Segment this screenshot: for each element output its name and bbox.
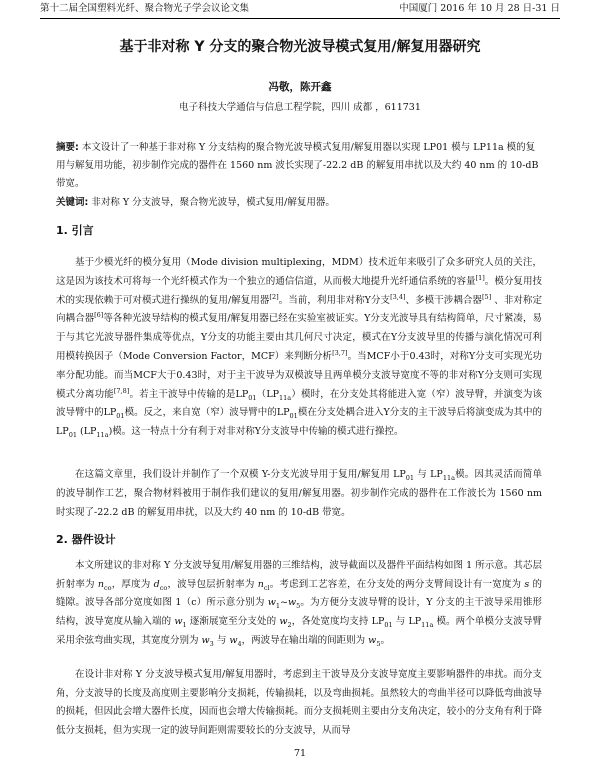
running-header <box>40 2 560 19</box>
section-heading-introduction: 1. 引言 <box>56 224 94 237</box>
page-number: 71 <box>293 748 307 759</box>
design-paragraph-2: 在设计非对称 Y 分支波导模式复用/解复用器时，考虑到主干波导及分支波导宽度主要影响器件的串扰。而分支角，分支波导的长度及高度则主要影响分支损耗，传输损耗，以及弯曲损耗。虽然较大的弯曲半径可以降低弯曲波导的损耗，但因此会增大器件长度，因而也会增大传输损耗。而分支损耗则主要由分支角决定，较小的分支角有利于降低分支损耗，但为实现一定的波导间距则需要较长的分支波导，从而导 <box>56 669 542 737</box>
section-heading-device-design: 2. 器件设计 <box>56 533 116 546</box>
intro-paragraph-2: 在这篇文章里，我们设计并制作了一个双模 Y-分支光波导用于复用/解复用 $LP_{01}$ 与 $LP_{11a}$模。因其灵活而简单的波导制作工艺，聚合物材料被用于制作我们建议的复用/解复用器。初步制作完成的器件在工作波长为 1560 nm 时实现了-22.2 dB 的解复用串扰，以及大约 40 nm 的 10-dB 带宽。 <box>56 469 542 518</box>
header-location-date: 中国厦门 2016 年 10 月 28 日-31 日 <box>399 3 560 14</box>
keywords-label: 关键词: <box>56 197 89 208</box>
intro-paragraph-1: 基于少模光纤的模分复用（Mode division multiplexing，MDM）技术近年来吸引了众多研究人员的关注，这是因为该技术可将每一个光纤模式作为一个独立的通信信道，从而极大地提升光纤通信系统的容量[1]。模分复用技术的实现依赖于可对模式进行操纵的复用/解复用器[2]。当前，利用非对称Y分支[3,4]、多模干涉耦合器[5] 、非对称定向耦合器[6]等各种光波导结构的模式复用/解复用器已经在实验室被证实。Y分支光波导具有结构简单，尺寸紧凑，易于与其它光波导器件集成等优点，Y分支的功能主要由其几何尺寸决定，模式在Y分支波导里的传播与演化情况可利用模转换因子（Mode Conversion Factor，MCF）来判断分析[3,7]。当MCF小于0.43时，对称Y分支可实现光功率分配功能。而当MCF大于0.43时，对于主干波导为双模波导且两单模分支波导宽度不等的非对称Y分支则可实现模式分离功能[7,8]。若主干波导中传输的是$LP_{01}(LP_{11a})$模时，在分支处其将能进入宽（窄）波导臂，并演变为该波导臂中的$LP_{01}$模。反之，来自宽（窄）波导臂中的$LP_{01}$模在分支处耦合进入Y分支的主干波导后将演变成为其中的$LP_{01}$ $(LP_{11a})$模。这一特点十分有利于对非对称Y分支波导中传输的模式进行操控。 <box>56 257 542 440</box>
header-proceedings: 第十二届全国塑料光纤、聚合物光子学会议论文集 <box>40 3 250 14</box>
paper-title: 基于非对称 Y 分支的聚合物光波导模式复用/解复用器研究 <box>119 39 481 55</box>
paper-affiliation: 电子科技大学通信与信息工程学院，四川 成都 ，611731 <box>179 102 421 113</box>
abstract <box>56 139 542 193</box>
keywords-text: 非对称 Y 分支波导，聚合物光波导，模式复用/解复用器。 <box>88 197 335 208</box>
abstract-text: 本文设计了一种基于非对称 Y 分支结构的聚合物光波导模式复用/解复用器以实现 LP01 模与 LP11a 模的复用与解复用功能，初步制作完成的器件在 1560 nm 波长实现了-22.2 dB 的解复用串扰以及大约 40 nm 的 10-dB 带宽。 <box>56 142 539 189</box>
design-paragraph-1: 本文所建议的非对称 Y 分支波导复用/解复用器的三维结构，波导截面以及器件平面结构如图 1 所示意。其芯层折射率为 $n_{co}$，厚度为 $d_{co}$，波导包层折射率为 $n_{cl}$。考虑到工艺容差，在分支处的两分支臂间设计有一宽度为 s 的缝隙。波导各部分宽度如图 1（c）所示意分别为 $w_1\sim w_5$。为方便分支波导臂的设计，Y 分支的主干波导采用锥形结构，波导宽度从输入端的 $w_1$ 逐渐展宽至分支处的 $w_2$，各处宽度均支持 $LP_{01}$ 与 $LP_{11a}$ 模。两个单模分支波导臂采用余弦弯曲实现，其宽度分别为 $w_3$ 与 $w_4$，两波导在输出端的间距则为 $w_5$。 <box>56 560 542 648</box>
keywords <box>56 195 542 211</box>
paper-authors: 冯敬，陈开鑫 <box>268 81 332 93</box>
abstract-label: 摘要: <box>56 142 79 153</box>
